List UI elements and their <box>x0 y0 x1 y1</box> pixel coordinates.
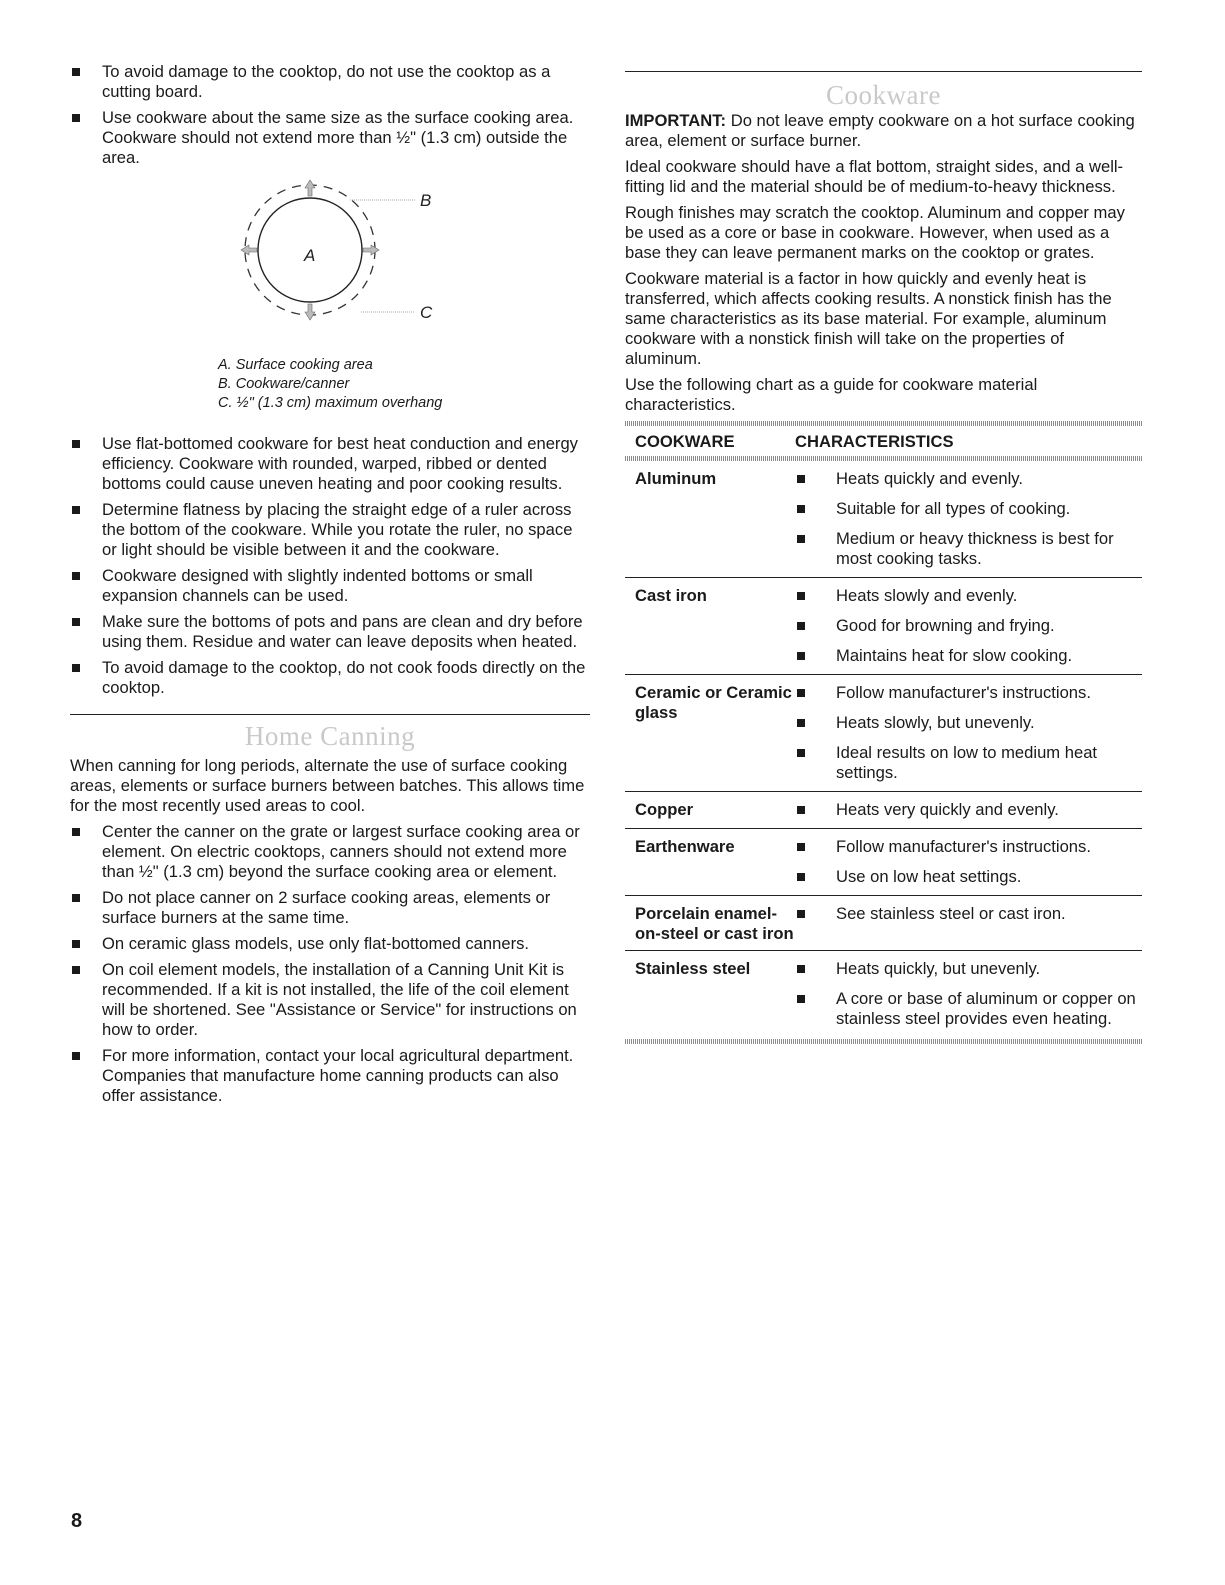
left-column <box>70 62 590 1112</box>
bullet-square-icon <box>72 114 80 122</box>
bullet-square-icon <box>797 689 805 697</box>
column-header-characteristics: CHARACTERISTICS <box>795 432 954 451</box>
caption-c: C. ½" (1.3 cm) maximum overhang <box>218 395 443 411</box>
characteristics-list <box>795 800 1142 822</box>
table-row <box>625 577 1142 674</box>
list-item: Heats quickly and evenly. <box>795 469 1142 489</box>
paragraph: Cookware material is a factor in how quickly and evenly heat is transferred, which affects cooking results. A nonstick finish has the same characteristics as its base material. For example, aluminum cookware with a nonstick finish will take on the properties of aluminum. <box>625 269 1112 368</box>
bullet-square-icon <box>72 68 80 76</box>
bullet-square-icon <box>797 843 805 851</box>
bullet-square-icon <box>797 719 805 727</box>
bullet-square-icon <box>72 894 80 902</box>
cookware-tips-list <box>70 434 590 698</box>
bullet-square-icon <box>797 873 805 881</box>
label-c: C <box>420 303 433 322</box>
list-item: On ceramic glass models, use only flat-bottomed canners. <box>70 934 590 954</box>
list-item: To avoid damage to the cooktop, do not use the cooktop as a cutting board. <box>70 62 590 102</box>
cookware-name: Copper <box>635 800 694 819</box>
bullet-square-icon <box>797 749 805 757</box>
list-item: Center the canner on the grate or largest surface cooking area or element. On electric cooktops, canners should not extend more than ½" (1.3 cm) beyond the surface cooking area or element. <box>70 822 590 882</box>
paragraph: Use the following chart as a guide for cookware material characteristics. <box>625 375 1038 414</box>
bullet-square-icon <box>797 910 805 918</box>
home-canning-intro: When canning for long periods, alternate the use of surface cooking areas, elements or surface burners between batches. This allows time for the most recently used areas to cool. <box>70 756 585 815</box>
list-item: Follow manufacturer's instructions. <box>795 683 1142 703</box>
cookware-name: Stainless steel <box>635 959 751 978</box>
cookware-name: Earthenware <box>635 837 735 856</box>
label-b: B <box>420 191 432 210</box>
important-label: IMPORTANT: <box>625 111 727 130</box>
right-column <box>625 62 1142 1044</box>
list-item: Suitable for all types of cooking. <box>795 499 1142 519</box>
home-canning-list <box>70 822 590 1106</box>
table-row <box>625 950 1142 1037</box>
list-item: Do not place canner on 2 surface cooking areas, elements or surface burners at the same time. <box>70 888 590 928</box>
bullet-square-icon <box>797 475 805 483</box>
bullet-square-icon <box>72 572 80 580</box>
list-item: Heats slowly, but unevenly. <box>795 713 1142 733</box>
list-item: For more information, contact your local agricultural department. Companies that manufacture home canning products can also offer assistance. <box>70 1046 590 1106</box>
paragraph: Rough finishes may scratch the cooktop. Aluminum and copper may be used as a core or base in cookware. However, when used as a base they can leave permanent marks on the cooktop or grates. <box>625 203 1125 262</box>
characteristics-list <box>795 469 1142 571</box>
bullet-square-icon <box>72 440 80 448</box>
list-item: Use flat-bottomed cookware for best heat conduction and energy efficiency. Cookware with rounded, warped, ribbed or dented bottoms could cause uneven heating and poor cooking results. <box>70 434 590 494</box>
characteristics-list <box>795 683 1142 785</box>
page-number: 8 <box>71 1510 83 1532</box>
column-header-cookware: COOKWARE <box>635 432 735 451</box>
section-divider <box>625 71 1142 72</box>
cookware-name: Porcelain enamel-on-steel or cast iron <box>635 904 794 943</box>
list-item: Maintains heat for slow cooking. <box>795 646 1142 666</box>
cookware-overhang-figure <box>70 174 590 434</box>
bullet-square-icon <box>72 1052 80 1060</box>
list-item: Heats very quickly and evenly. <box>795 800 1142 820</box>
bullet-square-icon <box>797 806 805 814</box>
paragraph: Ideal cookware should have a flat bottom, straight sides, and a well-fitting lid and the material should be of medium-to-heavy thickness. <box>625 157 1124 196</box>
characteristics-list <box>795 586 1142 668</box>
bullet-square-icon <box>797 995 805 1003</box>
home-canning-title: Home Canning <box>244 721 416 751</box>
list-item: Medium or heavy thickness is best for most cooking tasks. <box>795 529 1142 569</box>
bullet-square-icon <box>72 940 80 948</box>
cookware-title: Cookware <box>826 80 941 110</box>
list-item: Heats quickly, but unevenly. <box>795 959 1142 979</box>
section-divider <box>70 714 590 715</box>
important-text: Do not leave empty cookware on a hot surface cooking area, element or surface burner. <box>625 111 1135 150</box>
figure-caption <box>218 356 442 413</box>
list-item: Ideal results on low to medium heat settings. <box>795 743 1142 783</box>
caption-b: B. Cookware/canner <box>218 376 350 392</box>
cookware-name: Cast iron <box>635 586 707 605</box>
caption-a: A. Surface cooking area <box>218 357 373 373</box>
cookware-name: Ceramic or Ceramic glass <box>635 683 792 722</box>
bullet-square-icon <box>797 652 805 660</box>
table-row <box>625 791 1142 828</box>
list-item: Make sure the bottoms of pots and pans are clean and dry before using them. Residue and water can leave deposits when heated. <box>70 612 590 652</box>
list-item: Follow manufacturer's instructions. <box>795 837 1142 857</box>
cookware-characteristics-table <box>625 421 1142 1044</box>
list-item: Heats slowly and evenly. <box>795 586 1142 606</box>
intro-bullet-list <box>70 62 590 168</box>
overhang-diagram <box>225 178 515 358</box>
bullet-square-icon <box>797 592 805 600</box>
cookware-name: Aluminum <box>635 469 717 488</box>
bullet-square-icon <box>72 966 80 974</box>
list-item: Use cookware about the same size as the surface cooking area. Cookware should not extend more than ½" (1.3 cm) outside the area. <box>70 108 590 168</box>
list-item: Use on low heat settings. <box>795 867 1142 887</box>
characteristics-list <box>795 904 1142 944</box>
bullet-square-icon <box>797 965 805 973</box>
bullet-square-icon <box>72 506 80 514</box>
list-item: A core or base of aluminum or copper on stainless steel provides even heating. <box>795 989 1142 1029</box>
characteristics-list <box>795 837 1142 889</box>
list-item: Good for browning and frying. <box>795 616 1142 636</box>
bullet-square-icon <box>797 505 805 513</box>
table-body <box>625 461 1142 1037</box>
bullet-square-icon <box>72 618 80 626</box>
bullet-square-icon <box>72 664 80 672</box>
table-bottom-border <box>625 1039 1142 1044</box>
list-item: Determine flatness by placing the straight edge of a ruler across the bottom of the cookware. While you rotate the ruler, no space or light should be visible between it and the cookware. <box>70 500 590 560</box>
table-row <box>625 461 1142 577</box>
table-header <box>625 426 1142 456</box>
list-item: Cookware designed with slightly indented bottoms or small expansion channels can be used. <box>70 566 590 606</box>
list-item: To avoid damage to the cooktop, do not cook foods directly on the cooktop. <box>70 658 590 698</box>
list-item: On coil element models, the installation of a Canning Unit Kit is recommended. If a kit is not installed, the life of the coil element will be shortened. See "Assistance or Service" for instructions on how to order. <box>70 960 590 1040</box>
table-row <box>625 674 1142 791</box>
bullet-square-icon <box>72 828 80 836</box>
label-a: A <box>304 246 316 265</box>
list-item: See stainless steel or cast iron. <box>795 904 1142 924</box>
table-row <box>625 895 1142 950</box>
important-note <box>625 111 1142 151</box>
bullet-square-icon <box>797 622 805 630</box>
bullet-square-icon <box>797 535 805 543</box>
table-row <box>625 828 1142 895</box>
characteristics-list <box>795 959 1142 1031</box>
